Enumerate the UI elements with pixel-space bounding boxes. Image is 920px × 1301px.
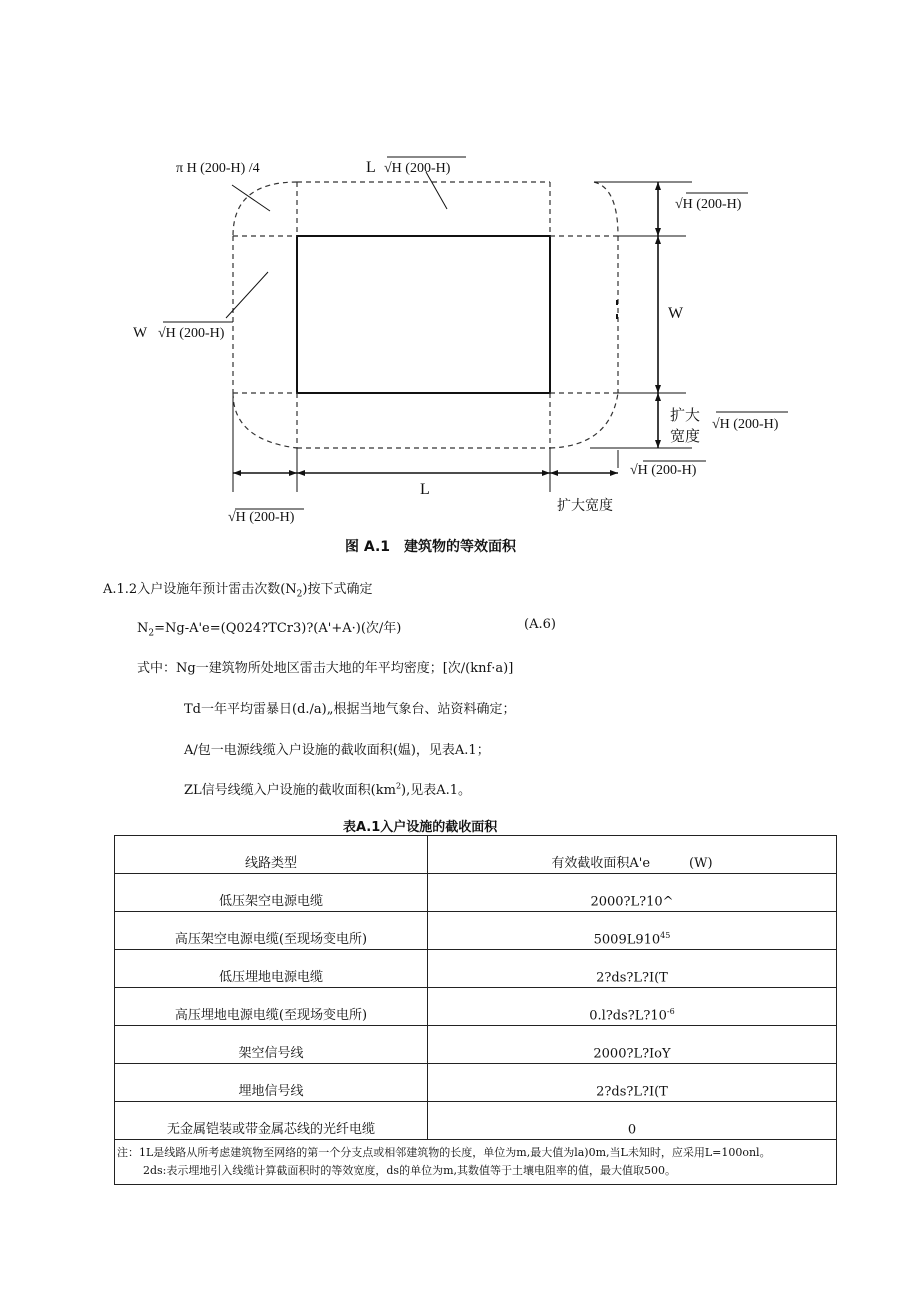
header-effective-area: 有效截收面积A'e (W) (428, 836, 837, 874)
formula-sub: 2 (148, 628, 155, 639)
zl-line-b: ),见表A.1。 (401, 783, 472, 798)
building-rect (297, 236, 550, 393)
label-w-left: W (133, 325, 148, 341)
table-row (115, 1026, 837, 1064)
cell-type: 无金属铠装或带金属芯线的光纤电缆 (115, 1102, 428, 1140)
note-1: 注：1L是线路从所考虑建筑物至网络的第一个分支点或相邻建筑物的长度，单位为m,最大值为la)0m,当L未知时，应采用L=100onl。 (117, 1146, 771, 1159)
dashed-topleft-arc (233, 182, 297, 236)
table-row (115, 1102, 837, 1140)
header-line-type: 线路类型 (115, 836, 428, 874)
zl-line-sup: 2 (395, 781, 402, 791)
label-expand-width: 扩大宽度 (557, 499, 613, 514)
label-w-right: W (668, 305, 684, 322)
label-sqrt-right-top: √H (200-H) (675, 197, 742, 212)
dashed-bottomright-arc (550, 393, 618, 448)
label-sqrt-top: √H (200-H) (384, 161, 451, 176)
cell-area: 0 (428, 1102, 837, 1140)
cell-type: 埋地信号线 (115, 1064, 428, 1102)
heading-sub: 2 (296, 589, 303, 600)
cell-type: 架空信号线 (115, 1026, 428, 1064)
heading-text: A.1.2入户设施年预计雷击次数(N (103, 582, 297, 597)
label-sqrt-right-bot: √H (200-H) (630, 463, 697, 478)
formula-n: N (137, 621, 149, 636)
cell-type: 高压架空电源电缆(至现场变电所) (115, 912, 428, 950)
section-heading (103, 578, 372, 600)
cell-area: $0.l?ds?L?10^{-6}$ (428, 988, 837, 1026)
label-pi-h: π H (200-H) /4 (176, 161, 260, 176)
label-l-top: L (366, 159, 376, 176)
cell-type: 低压埋地电源电缆 (115, 950, 428, 988)
figure-caption: 图 A.1 建筑物的等效面积 (345, 539, 517, 555)
cell-type: 低压架空电源电缆 (115, 874, 428, 912)
equivalent-area-figure (0, 0, 920, 530)
table-note-row (115, 1140, 837, 1185)
table-row (115, 912, 837, 950)
label-expand-1: 扩大 (670, 408, 701, 424)
zl-line (184, 779, 471, 798)
formula-line (137, 617, 401, 639)
table-title: 表A.1入户设施的截收面积 (343, 820, 498, 835)
label-expand-2: 宽度 (670, 429, 701, 445)
zl-line-a: ZL信号线缆入户设施的截收面积(km (184, 783, 396, 798)
cell-area: 2000?L?10^ (428, 874, 837, 912)
dashed-topright-arc (594, 182, 618, 236)
cell-area: 2?ds?L?I(T (428, 950, 837, 988)
cell-type: 高压埋地电源电缆(至现场变电所) (115, 988, 428, 1026)
label-sqrt-left: √H (200-H) (158, 326, 225, 341)
cell-area: 2000?L?IoY (428, 1026, 837, 1064)
a-line: A/包一电源线缆入户设施的截收面积(媪)，见表A.1； (184, 743, 490, 758)
formula-body: =Ng-A'e=(Q024?TCr3)?(A'+A·)(次/年) (154, 621, 402, 636)
table-row (115, 874, 837, 912)
table-row (115, 988, 837, 1026)
leader-left-label (226, 272, 268, 318)
cell-area: 2?ds?L?I(T (428, 1064, 837, 1102)
leader-pi-h (232, 185, 270, 211)
table-row (115, 950, 837, 988)
td-line: Td一年平均雷暴日(d./a)„根据当地气象台、站资料确定； (184, 702, 516, 717)
label-l-bottom: L (420, 481, 430, 498)
formula-number: (A.6) (524, 617, 556, 632)
cell-area: $5009L910^{45}$ (428, 912, 837, 950)
label-sqrt-right-mid: √H (200-H) (712, 417, 779, 432)
heading-tail: )按下式确定 (302, 582, 373, 597)
label-sqrt-bottom: √H (200-H) (228, 510, 295, 525)
note-2: 2ds:表示埋地引入线缆计算截面积时的等效宽度，ds的单位为m,其数值等于土壤电阻率的值，最大值取500。 (143, 1164, 676, 1177)
leader-top-label (426, 172, 447, 209)
table-row (115, 1064, 837, 1102)
dashed-bottomleft-arc (233, 393, 297, 448)
where-line: 式中：Ng一建筑物所处地区雷击大地的年平均密度；[次/(knf·a)] (137, 661, 514, 676)
intercept-area-table (114, 835, 837, 1185)
table-note (115, 1140, 837, 1185)
table-header-row (115, 836, 837, 874)
